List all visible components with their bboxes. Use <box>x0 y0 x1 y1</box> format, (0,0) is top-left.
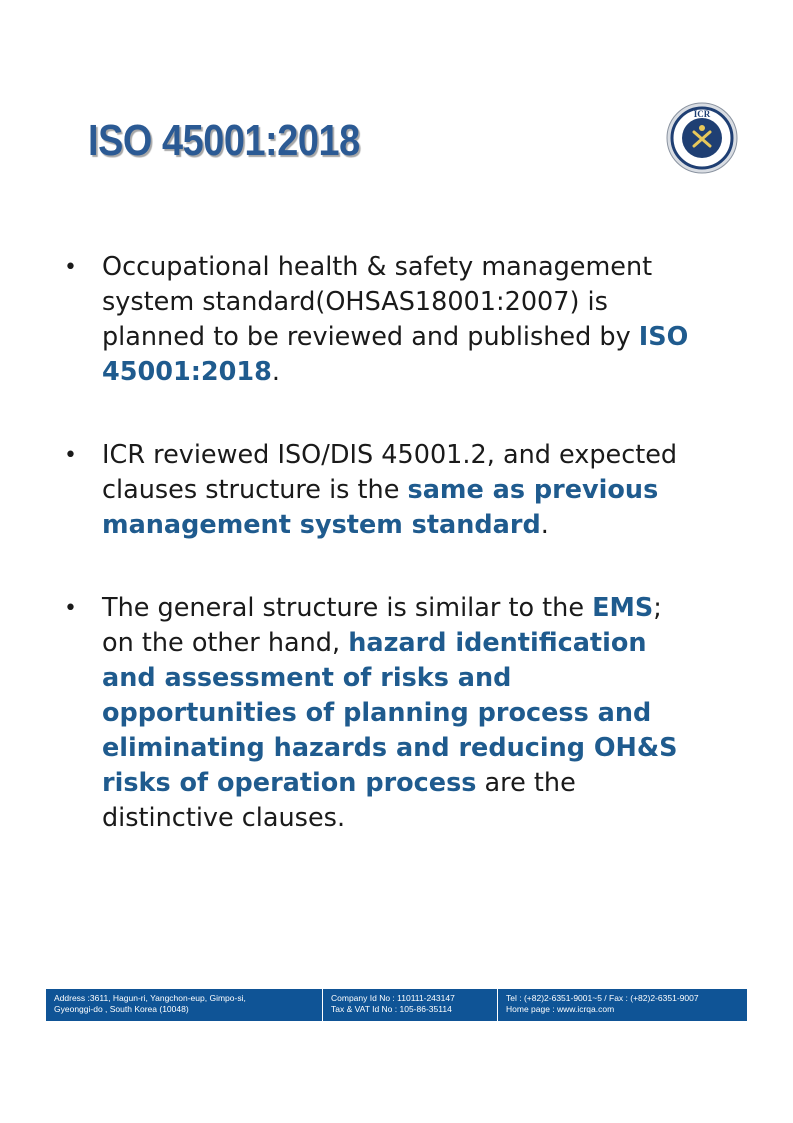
tax-id: Tax & VAT Id No : 105-86-35114 <box>331 1004 452 1014</box>
highlight-segment: hazard identification and assessment of risks and opportunities of planning process and eliminating hazards and reducing OH&S risks of operation process <box>102 628 678 798</box>
highlight-segment: ISO 45001:2018 <box>102 322 689 387</box>
bullet-dot: • <box>64 443 77 468</box>
tel-fax: Tel : (+82)2-6351-9001~5 / Fax : (+82)2-6351-9007 <box>506 993 699 1003</box>
address-line: Gyeonggi-do , South Korea (10048) <box>54 1004 189 1014</box>
highlight-segment: EMS <box>592 593 654 623</box>
bullet-item-1 <box>60 250 700 390</box>
text-segment: Occupational health & safety management system standard(OHSAS18001:2007) is planned to be reviewed and published by <box>102 252 653 352</box>
text-segment: are the distinctive clauses. <box>102 768 576 833</box>
bullet-dot: • <box>64 596 77 621</box>
bullet-item-2 <box>60 438 700 543</box>
text-segment: The general structure is similar to the <box>102 593 593 623</box>
company-id: Company Id No : 110111-243147 <box>331 993 455 1003</box>
address-line: Address :3611, Hagun-ri, Yangchon-eup, Gimpo-si, <box>54 993 246 1003</box>
highlight-segment: same as previous management system standard <box>102 475 659 540</box>
bullet-text <box>102 440 677 540</box>
footer-bar <box>46 989 747 1021</box>
icr-logo <box>666 102 738 174</box>
bullet-text <box>102 593 678 833</box>
text-segment: . <box>540 510 549 540</box>
footer-contact <box>497 989 747 1021</box>
text-segment: ; on the other hand, <box>102 593 662 658</box>
footer-company-ids <box>322 989 497 1021</box>
footer-address <box>46 989 322 1021</box>
logo-text: ICR <box>693 109 711 119</box>
text-segment: ICR reviewed ISO/DIS 45001.2, and expected clauses structure is the <box>102 440 678 505</box>
bullet-text <box>102 252 688 387</box>
text-segment: . <box>271 357 280 387</box>
bullet-dot: • <box>64 255 77 280</box>
bullet-list <box>60 250 700 884</box>
bullet-item-3 <box>60 591 700 836</box>
page-title: ISO 45001:2018 <box>88 116 360 165</box>
homepage-link[interactable]: Home page : www.icrqa.com <box>506 1004 615 1014</box>
